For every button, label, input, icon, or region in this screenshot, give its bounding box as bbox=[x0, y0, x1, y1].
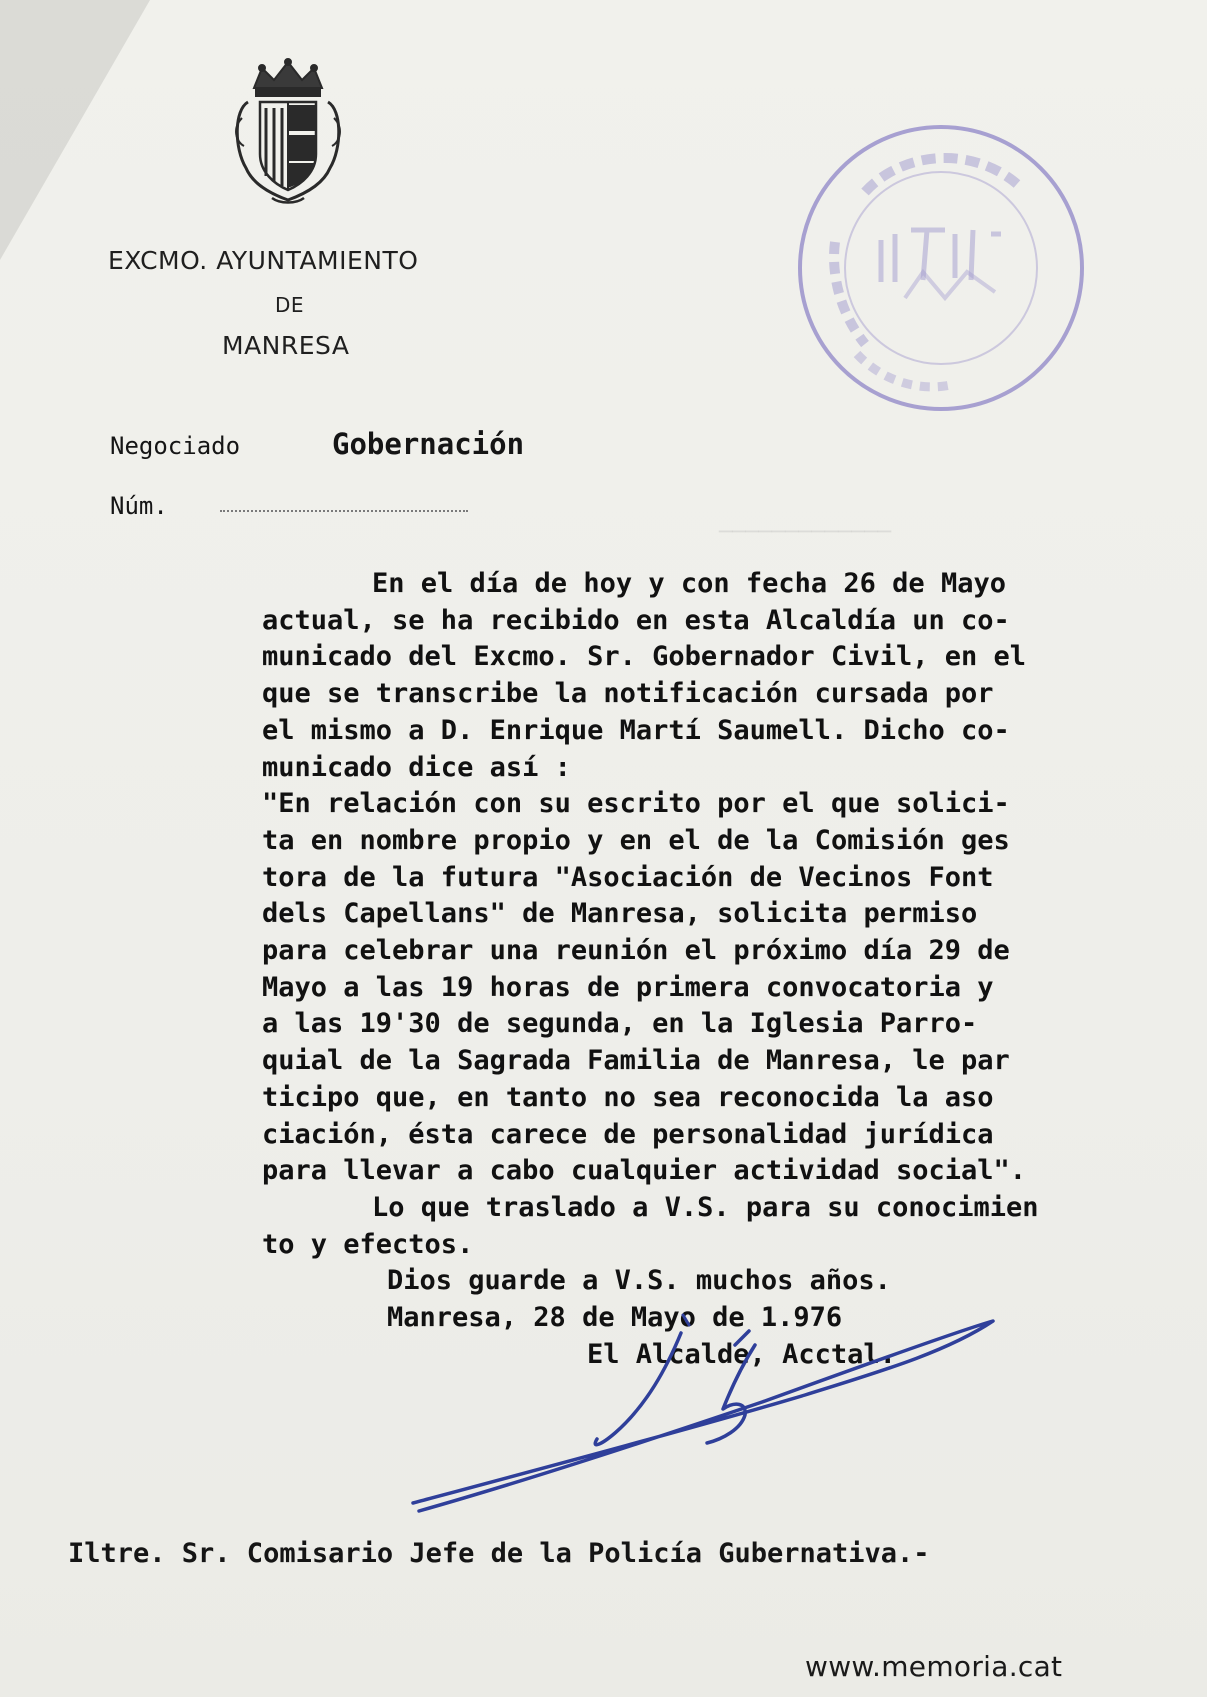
body-line: Dios guarde a V.S. muchos años. bbox=[387, 1265, 891, 1297]
body-line: municado del Excmo. Sr. Gobernador Civil, en el bbox=[262, 641, 1027, 673]
body-line: El Alcalde, Acctal. bbox=[587, 1338, 896, 1370]
body-line: "En relación con su escrito por el que solici- bbox=[262, 788, 1010, 820]
body-line: En el día de hoy y con fecha 26 de Mayo bbox=[372, 568, 1006, 599]
body-line: municado dice así : bbox=[262, 751, 571, 783]
negociado-label: Negociado bbox=[110, 432, 241, 460]
body-line: a las 19'30 de segunda, en la Iglesia Parro- bbox=[262, 1008, 978, 1040]
body-line: to y efectos. bbox=[262, 1228, 474, 1260]
letterhead-line-1: EXCMO. AYUNTAMIENTO bbox=[108, 246, 419, 275]
signature-icon bbox=[405, 1305, 1005, 1515]
body-line: Lo que traslado a V.S. para su conocimien bbox=[372, 1191, 1039, 1223]
body-line: tora de la futura "Asociación de Vecinos Font bbox=[262, 861, 994, 893]
body-line: ticipo que, en tanto no sea reconocida la aso bbox=[262, 1081, 994, 1113]
body-line: el mismo a D. Enrique Martí Saumell. Dicho co- bbox=[262, 714, 1010, 746]
body-line: para llevar a cabo cualquier actividad social". bbox=[262, 1155, 1027, 1187]
body-line: actual, se ha recibido en esta Alcaldía un co- bbox=[262, 604, 1010, 636]
body-line: ciación, ésta carece de personalidad jurídica bbox=[262, 1118, 994, 1150]
coat-of-arms-icon bbox=[232, 58, 344, 208]
addressee: Iltre. Sr. Comisario Jefe de la Policía Gubernativa.- bbox=[68, 1538, 930, 1569]
body-line: Mayo a las 19 horas de primera convocatoria y bbox=[262, 971, 994, 1003]
body-line: dels Capellans" de Manresa, solicita permiso bbox=[262, 898, 978, 930]
watermark-text: www.memoria.cat bbox=[805, 1650, 1063, 1683]
body-line: Manresa, 28 de Mayo de 1.976 bbox=[387, 1302, 843, 1334]
letterhead-line-3: MANRESA bbox=[222, 331, 350, 360]
page-fold-shadow bbox=[0, 0, 150, 260]
letterhead-line-2: DE bbox=[275, 293, 305, 317]
num-dotted-line bbox=[220, 510, 468, 512]
num-label: Núm. bbox=[110, 492, 168, 520]
negociado-value: Gobernación bbox=[332, 427, 525, 461]
body-line: que se transcribe la notificación cursada por bbox=[262, 678, 994, 710]
registry-stamp bbox=[795, 122, 1087, 414]
body-line: quial de la Sagrada Familia de Manresa, le par bbox=[262, 1045, 1010, 1077]
body-line: ta en nombre propio y en el de la Comisión ges bbox=[262, 824, 1010, 856]
bleed-through: ───────────── bbox=[560, 520, 892, 545]
body-line: para celebrar una reunión el próximo día 29 de bbox=[262, 935, 1010, 967]
letter-body bbox=[262, 566, 1202, 1373]
